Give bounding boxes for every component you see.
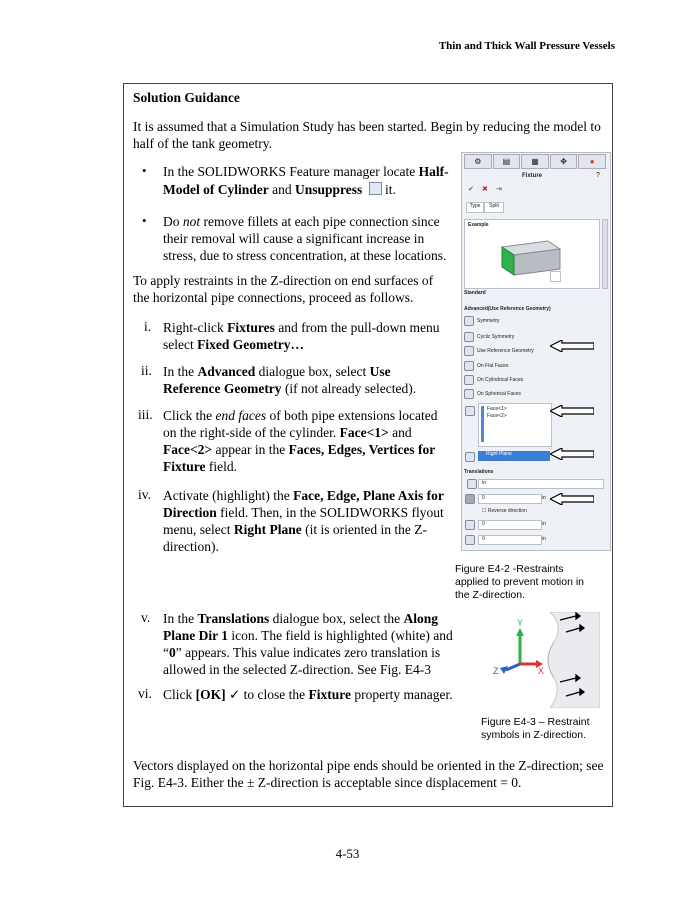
step-iii-line-3: Face<2> appear in the Faces, Edges, Vertices for [163, 442, 436, 457]
option-on-cylindrical-faces[interactable]: On Cylindrical Faces [464, 375, 564, 384]
step-v-line-1: In the Translations dialogue box, select the Along [163, 611, 438, 626]
step-v-line-4: allowed in the selected Z-direction. See Fig. E4-3 [163, 662, 432, 677]
step-iv-line-2: Direction field. Then, in the SOLIDWORKS flyout [163, 505, 444, 520]
unit-label: in [542, 521, 546, 527]
callout-arrow [550, 340, 594, 352]
bullet-2-line-2: their removal will cause a significant increase in [163, 231, 425, 246]
closing-line-1: Vectors displayed on the horizontal pipe ends should be oriented in the Z-direction; see [133, 758, 604, 773]
spherical-faces-icon [464, 389, 474, 399]
cancel-button[interactable]: ✖ [482, 186, 488, 193]
step-iv-line-4: direction). [163, 539, 219, 554]
unit-label: in [542, 536, 546, 542]
display-manager-tab-icon[interactable]: ● [578, 154, 606, 169]
normal-to-plane-icon[interactable] [465, 535, 475, 545]
list-selection-bar [481, 406, 484, 442]
bullet-1-line-1: In the SOLIDWORKS Feature manager locate Half- [163, 164, 449, 179]
direction-field[interactable]: Right Plane [478, 451, 550, 461]
step-i-line-2: select Fixed Geometry… [163, 337, 304, 352]
option-on-flat-faces[interactable]: On Flat Faces [464, 361, 564, 370]
step-v-line-2: Plane Dir 1 icon. The field is highlighted (white) and [163, 628, 453, 643]
step-ii-line-1: In the Advanced dialogue box, select Use [163, 364, 391, 379]
callout-arrow [550, 448, 594, 460]
panel-tab-strip [464, 154, 607, 168]
x-axis-label: X [538, 666, 545, 676]
option-on-spherical-faces[interactable]: On Spherical Faces [464, 389, 564, 398]
step-number: iv. [138, 487, 151, 502]
help-icon[interactable]: ? [596, 172, 600, 179]
page-number: 4-53 [335, 846, 360, 861]
option-cyclic-symmetry[interactable]: Cyclic Symmetry [464, 332, 564, 341]
bullet-dot: • [142, 163, 147, 178]
feature-manager-tab-icon[interactable]: ⚙ [464, 154, 492, 169]
example-icon [550, 271, 561, 282]
apply-line-2: the horizontal pipe connections, proceed as follows. [133, 290, 414, 305]
bullet-dot: • [142, 213, 147, 228]
step-number: vi. [138, 686, 152, 701]
step-vi-line: Click [OK] ✓ to close the Fixture property manager. [163, 687, 453, 702]
step-i-line-1: Right-click Fixtures and from the pull-down menu [163, 320, 440, 335]
step-number: v. [141, 610, 151, 625]
step-number: iii. [138, 407, 153, 422]
figure-e4-3-caption-2: symbols in Z-direction. [481, 729, 587, 741]
option-use-reference-geometry[interactable]: Use Reference Geometry [464, 346, 564, 355]
face-2[interactable]: Face<2> [487, 413, 507, 419]
figure-e4-3-caption-1: Figure E4-3 – Restraint [481, 716, 590, 728]
advanced-label: Advanced(Use Reference Geometry) [464, 306, 551, 312]
dimxpert-tab-icon[interactable]: ✥ [550, 154, 578, 169]
scrollbar[interactable] [602, 219, 608, 289]
along-plane-dir2-field[interactable]: 0 [478, 520, 542, 530]
step-iv-line-1: Activate (highlight) the Face, Edge, Plane Axis for [163, 488, 444, 503]
option-symmetry[interactable]: Symmetry [464, 316, 564, 325]
y-axis-label: Y [517, 618, 524, 628]
z-axis-label: Z [493, 666, 499, 676]
step-iii-line-4: Fixture field. [163, 459, 237, 474]
symmetry-icon [464, 316, 474, 326]
config-manager-tab-icon[interactable]: ▦ [521, 154, 549, 169]
figure-e4-2-caption-3: the Z-direction. [455, 589, 526, 601]
along-plane-dir1-icon[interactable] [465, 494, 475, 504]
along-plane-dir1-field[interactable]: 0 [478, 494, 542, 504]
cyclic-symmetry-icon [464, 332, 474, 342]
figure-e4-2-caption-2: applied to prevent motion in [455, 576, 584, 588]
example-label: Example [468, 222, 489, 228]
step-number: ii. [141, 363, 152, 378]
bullet-2-line-1: Do not remove fillets at each pipe connection since [163, 214, 440, 229]
running-header: Thin and Thick Wall Pressure Vessels [438, 40, 615, 52]
faces-selection-icon [465, 406, 475, 416]
apply-line-1: To apply restraints in the Z-direction on end surfaces of [133, 273, 434, 288]
bullet-1-line-2: Model of Cylinder and Unsuppress it. [163, 182, 396, 197]
step-number: i. [144, 319, 152, 334]
standard-label: Standard [464, 290, 486, 296]
unsuppress-icon [369, 182, 382, 195]
reverse-direction-checkbox[interactable]: ☐ Reverse direction [482, 508, 527, 514]
translations-label: Translations [464, 469, 494, 475]
step-iii-line-1: Click the end faces of both pipe extensions located [163, 408, 438, 423]
step-iv-line-3: menu, select Right Plane (it is oriented in the Z- [163, 522, 427, 537]
units-icon [467, 479, 477, 489]
step-v-line-3: “0” appears. This value indicates zero translation is [163, 645, 441, 660]
faces-list[interactable] [478, 403, 552, 447]
normal-to-plane-field[interactable]: 0 [478, 535, 542, 545]
units-select[interactable]: in [478, 479, 604, 489]
bullet-2-line-3: stress, due to stress concentration, at these locations. [163, 248, 447, 263]
pin-icon[interactable]: ⇥ [496, 186, 502, 193]
cylindrical-faces-icon [464, 375, 474, 385]
restraint-symbols-figure [480, 612, 600, 708]
panel-title: Fixture [522, 173, 543, 179]
face-1[interactable]: Face<1> [487, 406, 507, 412]
property-manager-tab-icon[interactable]: ▤ [493, 154, 521, 169]
closing-line-2: Fig. E4-3. Either the ± Z-direction is acceptable since displacement = 0. [133, 775, 522, 790]
tab-type[interactable]: Type [466, 202, 484, 213]
callout-arrow [550, 405, 594, 417]
intro-line-2: half of the tank geometry. [133, 136, 272, 151]
section-title: Solution Guidance [133, 90, 240, 105]
intro-line-1: It is assumed that a Simulation Study has been started. Begin by reducing the model to [133, 119, 601, 134]
callout-arrow [550, 493, 594, 505]
reference-geometry-icon [464, 346, 474, 356]
step-ii-line-2: Reference Geometry (if not already selected). [163, 381, 417, 396]
direction-field-icon [465, 452, 475, 462]
along-plane-dir2-icon[interactable] [465, 520, 475, 530]
step-iii-line-2: on the right-side of the cylinder. Face<1> and [163, 425, 412, 440]
unit-label: in [542, 495, 546, 501]
ok-button[interactable]: ✔ [468, 186, 474, 193]
flat-faces-icon [464, 361, 474, 371]
figure-e4-2-caption-1: Figure E4-2 -Restraints [455, 563, 564, 575]
tab-split[interactable]: Split [484, 202, 504, 213]
